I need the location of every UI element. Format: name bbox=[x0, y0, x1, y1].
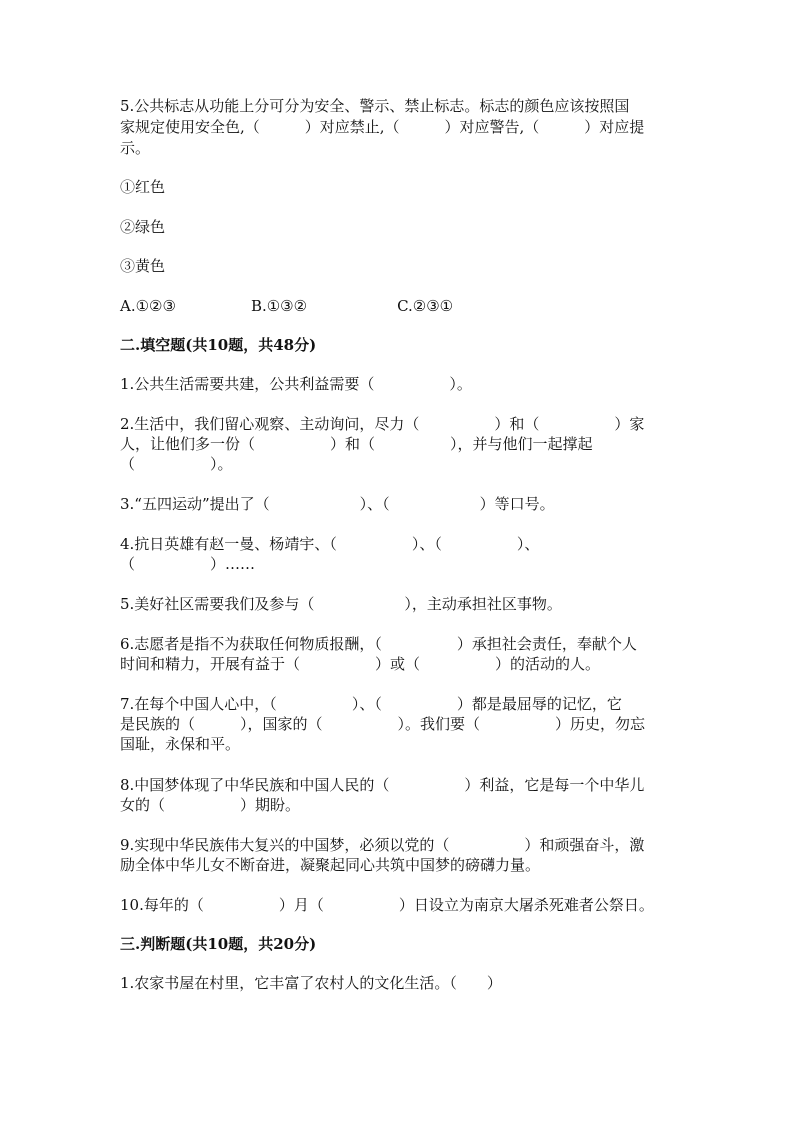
fill-q2-line-1: 2.生活中，我们留心观察、主动询问，尽力（ ）和（ ）家 bbox=[120, 415, 645, 433]
fill-q5: 5.美好社区需要我们及参与（ ），主动承担社区事物。 bbox=[120, 595, 562, 613]
fill-q6-line-1: 6.志愿者是指不为获取任何物质报酬，（ ）承担社会责任，奉献个人 bbox=[120, 635, 637, 653]
q5-stem-line-3: 示。 bbox=[120, 139, 151, 157]
fill-q2-line-2: 人，让他们多一份（ ）和（ ），并与他们一起撑起 bbox=[120, 435, 593, 453]
fill-q10: 10.每年的（ ）月（ ）日设立为南京大屠杀死难者公祭日。 bbox=[120, 896, 654, 914]
fill-q3: 3.“五四运动”提出了（ ）、（ ）等口号。 bbox=[120, 495, 555, 513]
fill-q9-line-1: 9.实现中华民族伟大复兴的中国梦，必须以党的（ ）和顽强奋斗，激 bbox=[120, 836, 645, 854]
fill-q7-line-3: 国耻，永保和平。 bbox=[120, 735, 241, 753]
fill-q4-line-1: 4.抗日英雄有赵一曼、杨靖宇、（ ）、（ ）、 bbox=[120, 535, 540, 553]
q5-item-3: ③黄色 bbox=[120, 257, 166, 275]
fill-q8-line-2: 女的（ ）期盼。 bbox=[120, 796, 301, 814]
fill-q2-line-3: （ ）。 bbox=[120, 455, 233, 473]
q5-stem-line-2: 家规定使用安全色,（ ）对应禁止,（ ）对应警告,（ ）对应提 bbox=[120, 118, 645, 136]
judge-q1: 1.农家书屋在村里，它丰富了农村人的文化生活。（ ） bbox=[120, 974, 502, 992]
section-fill-blank-heading: 二.填空题(共10题，共48分) bbox=[120, 336, 317, 354]
q5-item-1: ①红色 bbox=[120, 178, 166, 196]
fill-q4-line-2: （ ）…… bbox=[120, 555, 256, 573]
section-judgement-heading: 三.判断题(共10题，共20分) bbox=[120, 935, 317, 953]
q5-stem-line-1: 5.公共标志从功能上分可分为安全、警示、禁止标志。标志的颜色应该按照国 bbox=[120, 97, 630, 115]
q5-item-2: ②绿色 bbox=[120, 218, 166, 236]
fill-q7-line-2: 是民族的（ ），国家的（ ）。我们要（ ）历史，勿忘 bbox=[120, 715, 646, 733]
fill-q9-line-2: 励全体中华儿女不断奋进，凝聚起同心共筑中国梦的磅礴力量。 bbox=[120, 856, 541, 874]
q5-options: A.①②③ B.①③② C.②③① bbox=[120, 297, 454, 315]
fill-q7-line-1: 7.在每个中国人心中，（ ）、（ ）都是最屈辱的记忆，它 bbox=[120, 695, 622, 713]
fill-q8-line-1: 8.中国梦体现了中华民族和中国人民的（ ）利益，它是每一个中华儿 bbox=[120, 776, 645, 794]
fill-q1: 1.公共生活需要共建，公共利益需要（ ）。 bbox=[120, 375, 472, 393]
fill-q6-line-2: 时间和精力，开展有益于（ ）或（ ）的活动的人。 bbox=[120, 655, 601, 673]
